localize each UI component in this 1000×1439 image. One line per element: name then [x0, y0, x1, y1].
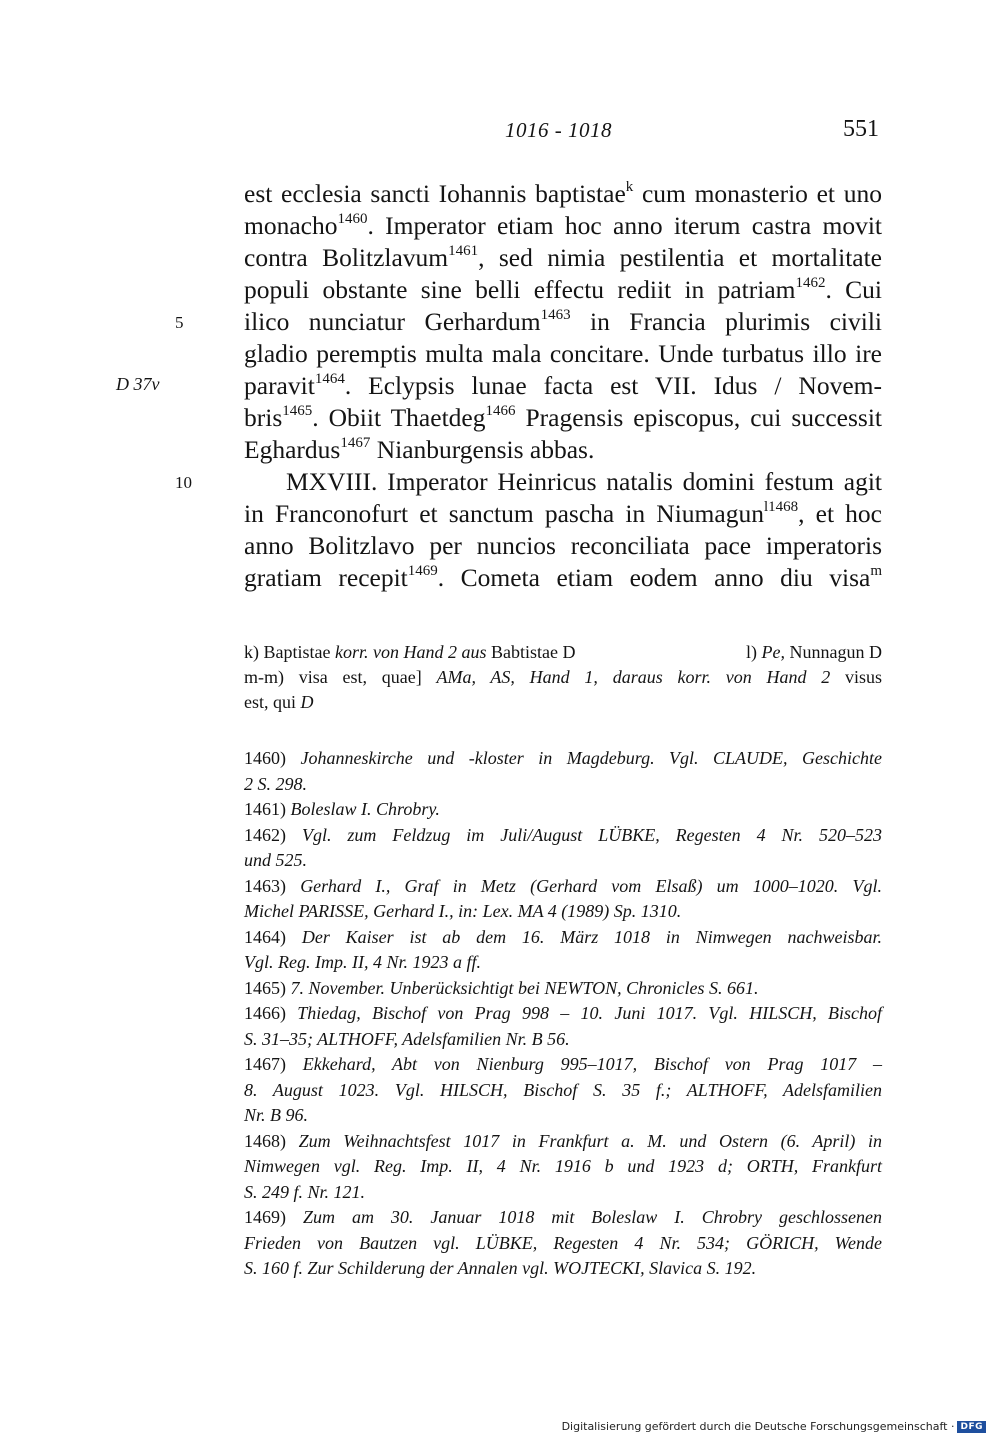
text-line: Eghardus$^{1467}$ Nianburgensis abbas. [244, 435, 595, 464]
apparatus-note-m: m-m) visa est, quae] AMa, AS, Hand 1, daraus korr. von Hand 2 visus [244, 667, 883, 687]
text-line: monacho$^{1460}$. Imperator etiam hoc anno iterum castra movit [244, 211, 882, 240]
footnote-text: Nimwegen vgl. Reg. Imp. II, 4 Nr. 1916 b und 1923 d; ORTH, Frankfurt [244, 1156, 882, 1176]
footnote-marker: 1461 [448, 243, 479, 259]
footnote-number: 1464) [244, 926, 286, 947]
footnote-marker: 1464 [314, 371, 345, 387]
footnote-continuation [244, 1256, 882, 1282]
footnote-text: Thiedag, Bischof von Prag 998 – 10. Juni 1017. Vgl. HILSCH, Bischof [297, 1003, 883, 1023]
apparatus-marker: m [870, 563, 883, 579]
footnote-continuation [244, 772, 882, 798]
footnote-number: 1469) [244, 1207, 286, 1227]
footnote-marker: l1468 [763, 499, 799, 515]
text-line: in Franconofurt et sanctum pascha in Niumagun$^{l1468}$, et hoc [244, 499, 882, 528]
footnote-continuation [244, 848, 882, 874]
footnote-text: Johanneskirche und -kloster in Magdeburg. Vgl. CLAUDE, Geschichte [300, 748, 883, 768]
footnote-marker: 1463 [540, 307, 571, 323]
footnote-item [244, 746, 882, 772]
footnote-text: Vgl. Reg. Imp. II, 4 Nr. 1923 a ff. [244, 952, 481, 972]
text-line: MXVIII. Imperator Heinricus natalis domini festum agit [286, 467, 882, 496]
footnote-marker: 1460 [337, 211, 368, 227]
footnote-number: 1467) [244, 1054, 286, 1074]
footnote-item [244, 797, 882, 823]
footnote-text: Vgl. zum Feldzug im Juli/August LÜBKE, Regesten 4 Nr. 520–523 [301, 824, 882, 845]
text-line: ilico nunciatur Gerhardum$^{1463}$ in Francia plurimis civili [244, 307, 882, 336]
footnote-number: 1468) [244, 1130, 286, 1151]
footnote-text: S. 249 f. Nr. 121. [244, 1181, 366, 1202]
critical-apparatus [244, 640, 882, 715]
apparatus-note-k: k) Baptistae korr. von Hand 2 aus Babtistae D [244, 642, 576, 662]
footnote-text: Zum am 30. Januar 1018 mit Boleslaw I. Chrobry geschlossenen [302, 1207, 882, 1227]
text-line: gladio peremptis multa mala concitare. Unde turbatus illo ire [244, 339, 882, 368]
footnote-text: 7. November. Unberücksichtigt bei NEWTON, Chronicles S. 661. [290, 977, 759, 998]
credit-text: Digitalisierung gefördert durch die Deutsche Forschungsgemeinschaft · [561, 1420, 955, 1433]
apparatus-note-m-cont: est, qui D [244, 692, 314, 712]
text-line: anno Bolitzlavo per nuncios reconciliata pace imperatoris [244, 531, 882, 560]
margin-note-folio: D 37v [116, 374, 160, 394]
running-head: 1016 - 1018 [505, 118, 612, 142]
footnote-number: 1462) [244, 824, 286, 845]
footnote-text: Michel PARISSE, Gerhard I., in: Lex. MA 4 (1989) Sp. 1310. [244, 901, 682, 921]
footnote-text: S. 31–35; ALTHOFF, Adelsfamilien Nr. B 56. [244, 1028, 570, 1049]
text-line: gratiam recepit$^{1469}$. Cometa etiam eodem anno diu visa$^m$ [244, 563, 883, 592]
footnote-continuation [244, 1103, 882, 1129]
footnote-continuation [244, 1078, 882, 1104]
footnote-text: Nr. B 96. [244, 1105, 309, 1125]
line-number-10: 10 [175, 473, 192, 492]
footnote-text: Der Kaiser ist ab dem 16. März 1018 in Nimwegen nachweisbar. [301, 926, 882, 947]
footnote-marker: 1462 [795, 275, 826, 291]
footnote-text: Zum Weihnachtsfest 1017 in Frankfurt a. M. und Ostern (6. April) in [298, 1130, 882, 1151]
text-line: contra Bolitzlavum$^{1461}$, sed nimia pestilentia et mortalitate [244, 243, 882, 272]
footnote-item [244, 1001, 882, 1027]
footnote-continuation [244, 1231, 882, 1257]
footnote-item [244, 1205, 882, 1231]
footnote-text: und 525. [244, 850, 307, 870]
footnote-text: Boleslaw I. Chrobry. [290, 799, 440, 819]
footnote-marker: 1465 [282, 403, 313, 419]
footnote-marker: 1469 [407, 563, 438, 579]
text-line: populi obstante sine belli effectu rediit in patriam$^{1462}$. Cui [244, 275, 883, 304]
footnote-item [244, 976, 882, 1002]
footnote-text: S. 160 f. Zur Schilderung der Annalen vgl. WOJTECKI, Slavica S. 192. [244, 1258, 757, 1278]
footnote-continuation [244, 950, 882, 976]
text-line: bris$^{1465}$. Obiit Thaetdeg$^{1466}$ Pragensis episcopus, cui successit [244, 403, 883, 432]
footnotes [244, 746, 882, 1282]
footnote-text: Ekkehard, Abt von Nienburg 995–1017, Bischof von Prag 1017 – [302, 1054, 883, 1074]
footnote-continuation [244, 1154, 882, 1180]
footnote-text: 2 S. 298. [244, 773, 307, 794]
footnote-item [244, 874, 882, 900]
footnote-continuation [244, 1027, 882, 1053]
digitization-credit [562, 1420, 986, 1433]
footnote-item [244, 823, 882, 849]
footnote-text: Frieden von Bautzen vgl. LÜBKE, Regesten 4 Nr. 534; GÖRICH, Wende [244, 1232, 882, 1253]
footnote-number: 1465) [244, 977, 286, 998]
footnote-number: 1460) [244, 748, 286, 768]
footnote-item [244, 1129, 882, 1155]
apparatus-marker: k [625, 179, 634, 195]
footnote-item [244, 925, 882, 951]
page-number: 551 [843, 116, 879, 142]
footnote-number: 1463) [244, 875, 286, 896]
footnote-continuation [244, 899, 882, 925]
footnote-text: Gerhard I., Graf in Metz (Gerhard vom Elsaß) um 1000–1020. Vgl. [300, 875, 882, 896]
footnote-number: 1461) [244, 799, 286, 819]
footnote-marker: 1467 [340, 435, 371, 451]
dfg-logo: DFG [957, 1421, 986, 1433]
line-number-5: 5 [175, 313, 184, 332]
main-text [244, 178, 882, 594]
footnote-text: 8. August 1023. Vgl. HILSCH, Bischof S. 35 f.; ALTHOFF, Adelsfamilien [244, 1079, 882, 1100]
text-line: est ecclesia sancti Iohannis baptistae$^k$ cum monasterio et uno [244, 179, 882, 208]
footnote-item [244, 1052, 882, 1078]
footnote-marker: 1466 [485, 403, 516, 419]
footnote-continuation [244, 1180, 882, 1206]
footnote-number: 1466) [244, 1003, 286, 1023]
apparatus-note-l: l) Pe, Nunnagun D [746, 642, 882, 662]
apparatus-row [244, 640, 882, 665]
text-line: paravit$^{1464}$. Eclypsis lunae facta est VII. Idus / Novem- [244, 371, 882, 400]
